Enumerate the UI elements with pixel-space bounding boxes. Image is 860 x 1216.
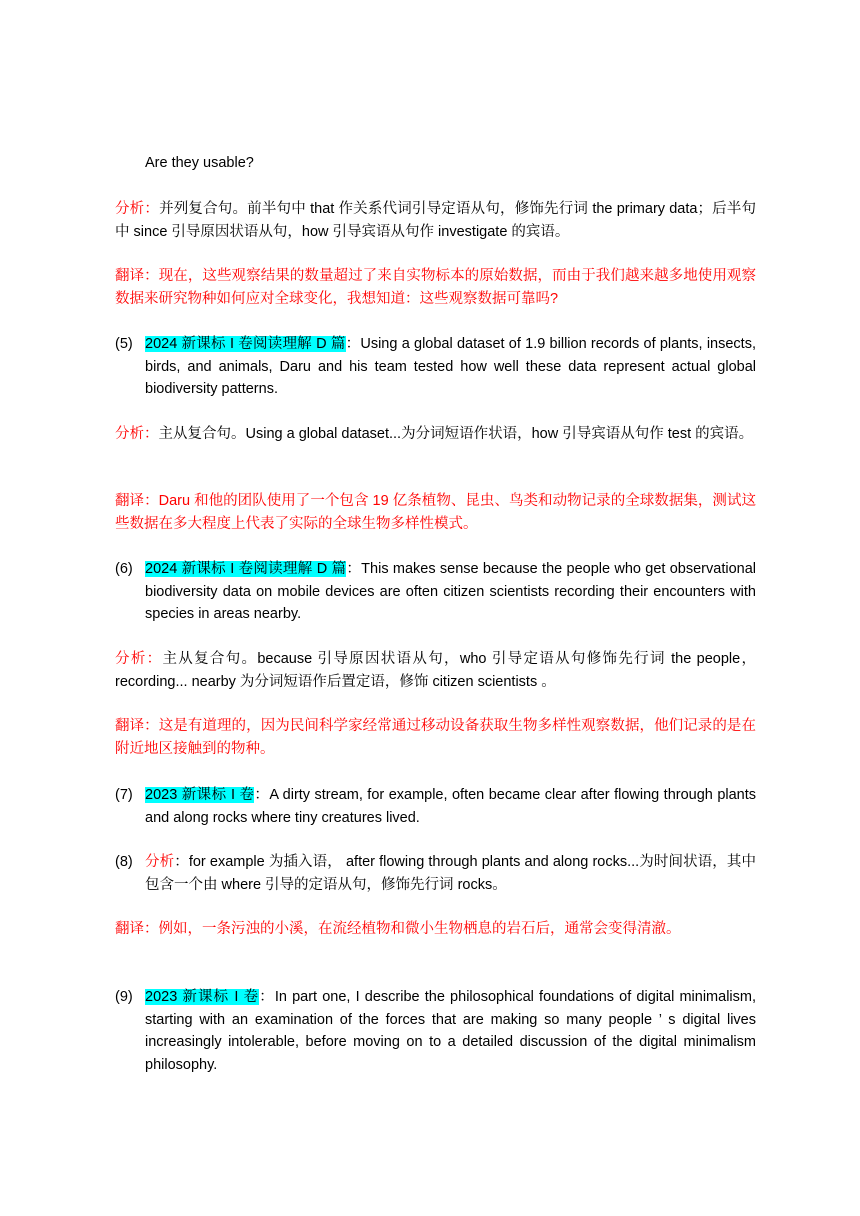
item-number: (5) xyxy=(115,336,133,352)
separator: ： xyxy=(259,989,275,1005)
sentence-item-6 xyxy=(145,558,756,626)
item-number: (6) xyxy=(115,561,133,577)
sentence-item-5 xyxy=(145,333,756,401)
analysis-label: 分析： xyxy=(115,651,163,667)
analysis-item-8 xyxy=(145,851,756,896)
separator: ： xyxy=(254,787,270,803)
item-number: (8) xyxy=(115,854,133,870)
sentence-text: A dirty stream, for example, often became clear after flowing through plants and along rocks where tiny creatures lived. xyxy=(145,787,757,826)
translation-5: 翻译：Daru 和他的团队使用了一个包含 19 亿条植物、昆虫、鸟类和动物记录的全球数据集，测试这些数据在多大程度上代表了实际的全球生物多样性模式。 xyxy=(115,493,756,532)
sentence-text: Using a global dataset of 1.9 billion records of plants, insects, birds, and animals, Daru and his team tested how well these data represent actual global biodiversity patterns. xyxy=(145,336,756,397)
source-label: 2023 新课标 I 卷 xyxy=(145,989,260,1005)
analysis-5 xyxy=(115,423,756,446)
item-number: (7) xyxy=(115,787,133,803)
analysis-6 xyxy=(115,648,756,693)
sentence-item-9 xyxy=(145,986,756,1076)
analysis-label: 分析： xyxy=(115,201,160,217)
translation-1: 翻译：现在，这些观察结果的数量超过了来自实物标本的原始数据，而由于我们越来越多地使用观察数据来研究物种如何应对全球变化，我想知道：这些观察数据可靠吗? xyxy=(115,268,756,307)
analysis-label: 分析 xyxy=(145,854,175,870)
source-label: 2024 新课标 I 卷阅读理解 D 篇 xyxy=(145,561,347,577)
separator: ： xyxy=(345,336,361,352)
sentence-item-7 xyxy=(145,784,756,829)
paragraph-continuation xyxy=(145,152,254,175)
separator: ： xyxy=(346,561,362,577)
analysis-text: for example 为插入语， after flowing through plants and along rocks...为时间状语，其中包含一个由 where 引导的定语从句，修饰先行词 rocks。 xyxy=(145,854,757,893)
sentence-text: In part one, I describe the philosophical foundations of digital minimalism, starting with an examination of the forces that are making so many people ’ s digital lives increasingly intolerable, before moving on to a detailed discussion of the digital minimalism philosophy. xyxy=(145,989,756,1073)
source-label: 2023 新课标 I 卷 xyxy=(145,787,255,803)
analysis-text: 并列复合句。前半句中 that 作关系代词引导定语从句，修饰先行词 the primary data；后半句中 since 引导原因状语从句，how 引导宾语从句作 investigate 的宾语。 xyxy=(115,201,757,240)
source-label: 2024 新课标 I 卷阅读理解 D 篇 xyxy=(145,336,346,352)
separator: ： xyxy=(174,854,189,870)
analysis-label: 分析： xyxy=(115,426,159,442)
continuation-text: Are they usable? xyxy=(145,155,254,171)
sentence-text: This makes sense because the people who get observational biodiversity data on mobile devices are often citizen scientists recording their encounters with species in areas nearby. xyxy=(145,561,756,622)
translation-8: 翻译：例如，一条污浊的小溪，在流经植物和微小生物栖息的岩石后，通常会变得清澈。 xyxy=(115,921,681,937)
item-number: (9) xyxy=(115,989,133,1005)
analysis-1 xyxy=(115,198,756,243)
translation-6: 翻译：这是有道理的，因为民间科学家经常通过移动设备获取生物多样性观察数据，他们记录的是在附近地区接触到的物种。 xyxy=(115,718,756,757)
analysis-text: 主从复合句。Using a global dataset...为分词短语作状语，how 引导宾语从句作 test 的宾语。 xyxy=(158,426,754,442)
analysis-text: 主从复合句。because 引导原因状语从句，who 引导定语从句修饰先行词 the people，recording... nearby 为分词短语作后置定语，修饰 citizen scientists 。 xyxy=(115,651,757,690)
